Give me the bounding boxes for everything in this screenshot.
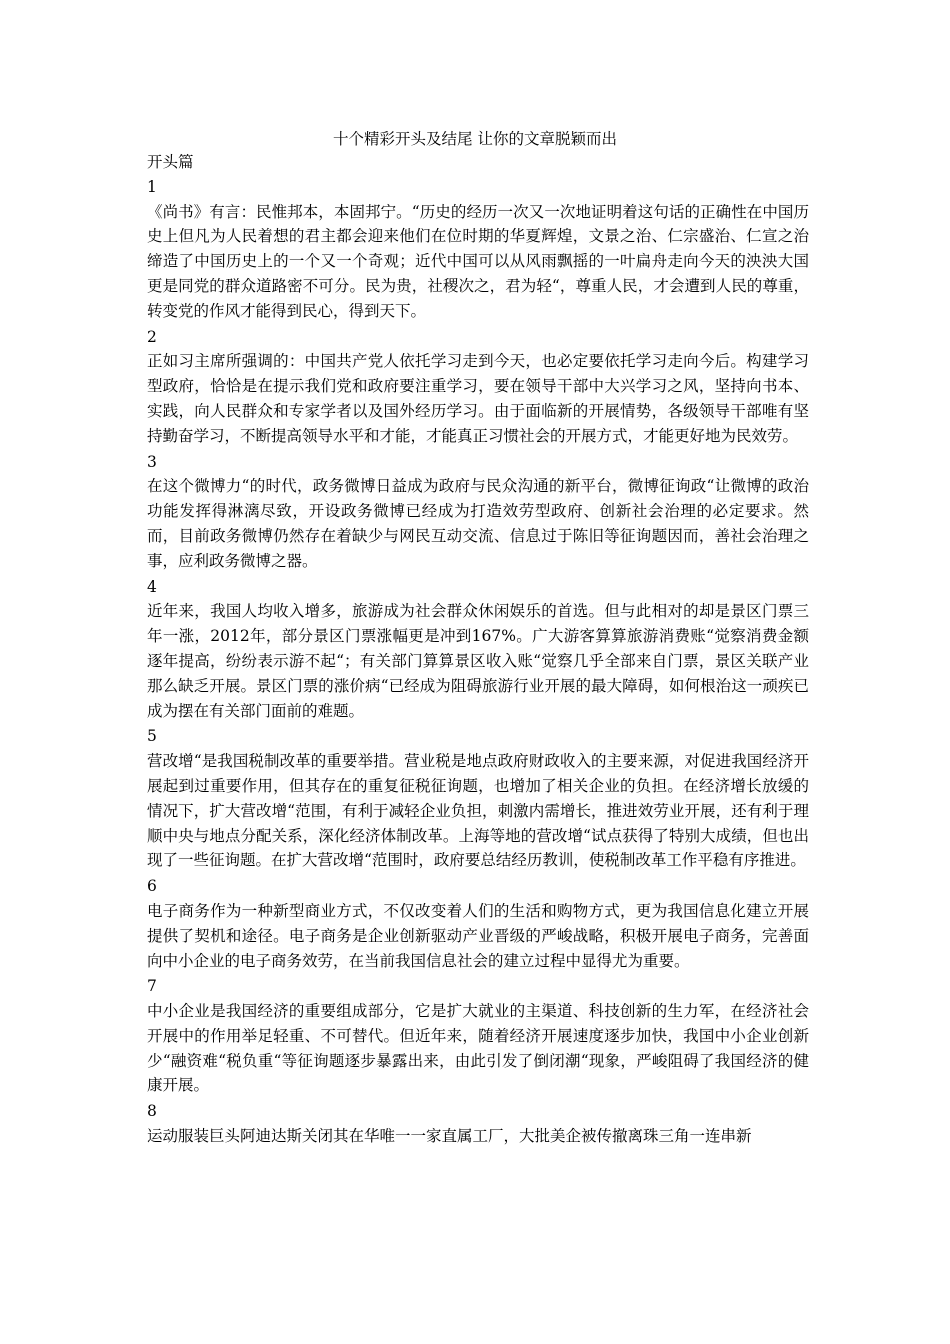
document-body: [147, 150, 809, 1150]
item-number: 2: [147, 327, 157, 346]
section-heading: 开头篇: [147, 153, 194, 171]
item-number: 3: [147, 452, 157, 471]
item-number: 5: [147, 727, 157, 746]
item-paragraph: 电子商务作为一种新型商业方式，不仅改变着人们的生活和购物方式，更为我国信息化建立开展提供了契机和途径。电子商务是企业创新驱动产业晋级的严峻战略，积极开展电子商务，完善面向中小企业的电子商务效劳，在当前我国信息社会的建立过程中显得尤为重要。: [147, 901, 809, 970]
item-number: 4: [147, 577, 157, 596]
item-paragraph: 近年来，我国人均收入增多，旅游成为社会群众休闲娱乐的首选。但与此相对的却是景区门票三年一涨，2012年，部分景区门票涨幅更是冲到167%。广大游客算算旅游消费账“觉察消费金额逐年提高，纷纷表示游不起“；有关部门算算景区收入账“觉察几乎全部来自门票，景区关联产业那么缺乏开展。景区门票的涨价病“已经成为阻碍旅游行业开展的最大障碍，如何根治这一顽疾已成为摆在有关部门面前的难题。: [147, 602, 809, 720]
item-paragraph: 运动服装巨头阿迪达斯关闭其在华唯一一家直属工厂，大批美企被传撤离珠三角一连串新: [147, 1127, 752, 1146]
item-paragraph: 营改增“是我国税制改革的重要举措。营业税是地点政府财政收入的主要来源，对促进我国经济开展起到过重要作用，但其存在的重复征税征询题，也增加了相关企业的负担。在经济增长放缓的情况下，扩大营改增“范围，有利于减轻企业负担，刺激内需增长，推进效劳业开展，还有利于理顺中央与地点分配关系，深化经济体制改革。上海等地的营改增“试点获得了特别大成绩，但也出现了一些征询题。在扩大营改增“范围时，政府要总结经历教训，使税制改革工作平稳有序推进。: [147, 752, 809, 870]
item-number: 1: [147, 177, 157, 196]
item-paragraph: 《尚书》有言：民惟邦本，本固邦宁。“历史的经历一次又一次地证明着这句话的正确性在中国历史上但凡为人民着想的君主都会迎来他们在位时期的华夏辉煌，文景之治、仁宗盛治、仁宣之治缔造了中国历史上的一个又一个奇观；近代中国可以从风雨飘摇的一叶扁舟走向今天的泱泱大国更是同党的群众道路密不可分。民为贵，社稷次之，君为轻“，尊重人民，才会遭到人民的尊重，转变党的作风才能得到民心，得到天下。: [147, 202, 809, 320]
document-title: 十个精彩开头及结尾 让你的文章脱颖而出: [333, 130, 617, 148]
item-number: 6: [147, 877, 157, 896]
item-paragraph: 正如习主席所强调的：中国共产党人依托学习走到今天，也必定要依托学习走向今后。构建学习型政府，恰恰是在提示我们党和政府要注重学习，要在领导干部中大兴学习之风，坚持向书本、实践，向人民群众和专家学者以及国外经历学习。由于面临新的开展情势，各级领导干部唯有坚持勤奋学习，不断提高领导水平和才能，才能真正习惯社会的开展方式，才能更好地为民效劳。: [147, 352, 809, 445]
item-number: 8: [147, 1102, 157, 1121]
item-paragraph: 在这个微博力“的时代，政务微博日益成为政府与民众沟通的新平台，微博征询政“让微博的政治功能发挥得淋漓尽致，开设政务微博已经成为打造效劳型政府、创新社会治理的必定要求。然而，目前政务微博仍然存在着缺少与网民互动交流、信息过于陈旧等征询题因而，善社会治理之事，应利政务微博之器。: [147, 477, 809, 570]
item-number: 7: [147, 977, 157, 996]
item-paragraph: 中小企业是我国经济的重要组成部分，它是扩大就业的主渠道、科技创新的生力军，在经济社会开展中的作用举足轻重、不可替代。但近年来，随着经济开展速度逐步加快，我国中小企业创新少“融资难“税负重“等征询题逐步暴露出来，由此引发了倒闭潮“现象，严峻阻碍了我国经济的健康开展。: [147, 1002, 809, 1095]
